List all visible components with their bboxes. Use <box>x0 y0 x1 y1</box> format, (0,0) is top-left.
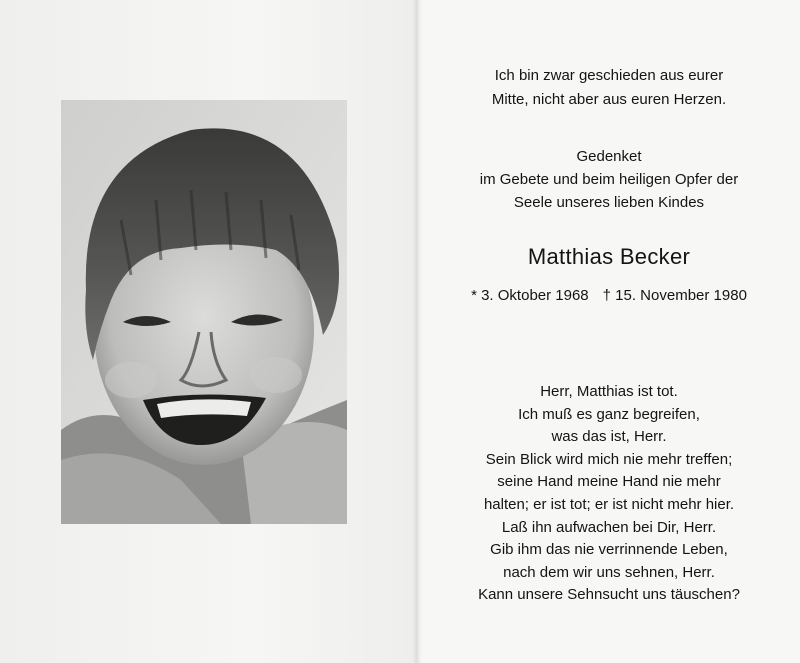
poem-line: Ich muß es ganz begreifen, <box>518 405 700 423</box>
dedication-line: im Gebete und beim heiligen Opfer der <box>479 171 739 188</box>
poem <box>418 381 800 607</box>
dedication-line: Gedenket <box>576 148 642 165</box>
dedication-line: Seele unseres lieben Kindes <box>513 194 705 211</box>
poem-line: Sein Blick wird mich nie mehr treffen; <box>485 450 733 468</box>
intro-line: Ich bin zwar geschieden aus eurer <box>494 67 724 84</box>
portrait-photo <box>61 100 347 524</box>
birth-date: * 3. Oktober 1968 <box>471 287 589 304</box>
poem-line: halten; er ist tot; er ist nicht mehr hier. <box>483 495 735 513</box>
poem-line: Laß ihn aufwachen bei Dir, Herr. <box>501 518 717 536</box>
poem-line: seine Hand meine Hand nie mehr <box>497 473 721 491</box>
intro-line: Mitte, nicht aber aus euren Herzen. <box>491 91 727 108</box>
deceased-name: Matthias Becker <box>527 244 691 269</box>
poem-line: was das ist, Herr. <box>551 428 667 446</box>
intro-verse <box>418 64 800 112</box>
poem-line: Herr, Matthias ist tot. <box>540 383 678 400</box>
death-date: † 15. November 1980 <box>602 287 747 304</box>
poem-line: Kann unsere Sehnsucht uns täuschen? <box>478 586 740 604</box>
poem-line: Gib ihm das nie verrinnende Leben, <box>490 541 728 559</box>
life-dates <box>418 287 800 304</box>
poem-line: nach dem wir uns sehnen, Herr. <box>503 563 715 581</box>
dedication <box>418 145 800 214</box>
